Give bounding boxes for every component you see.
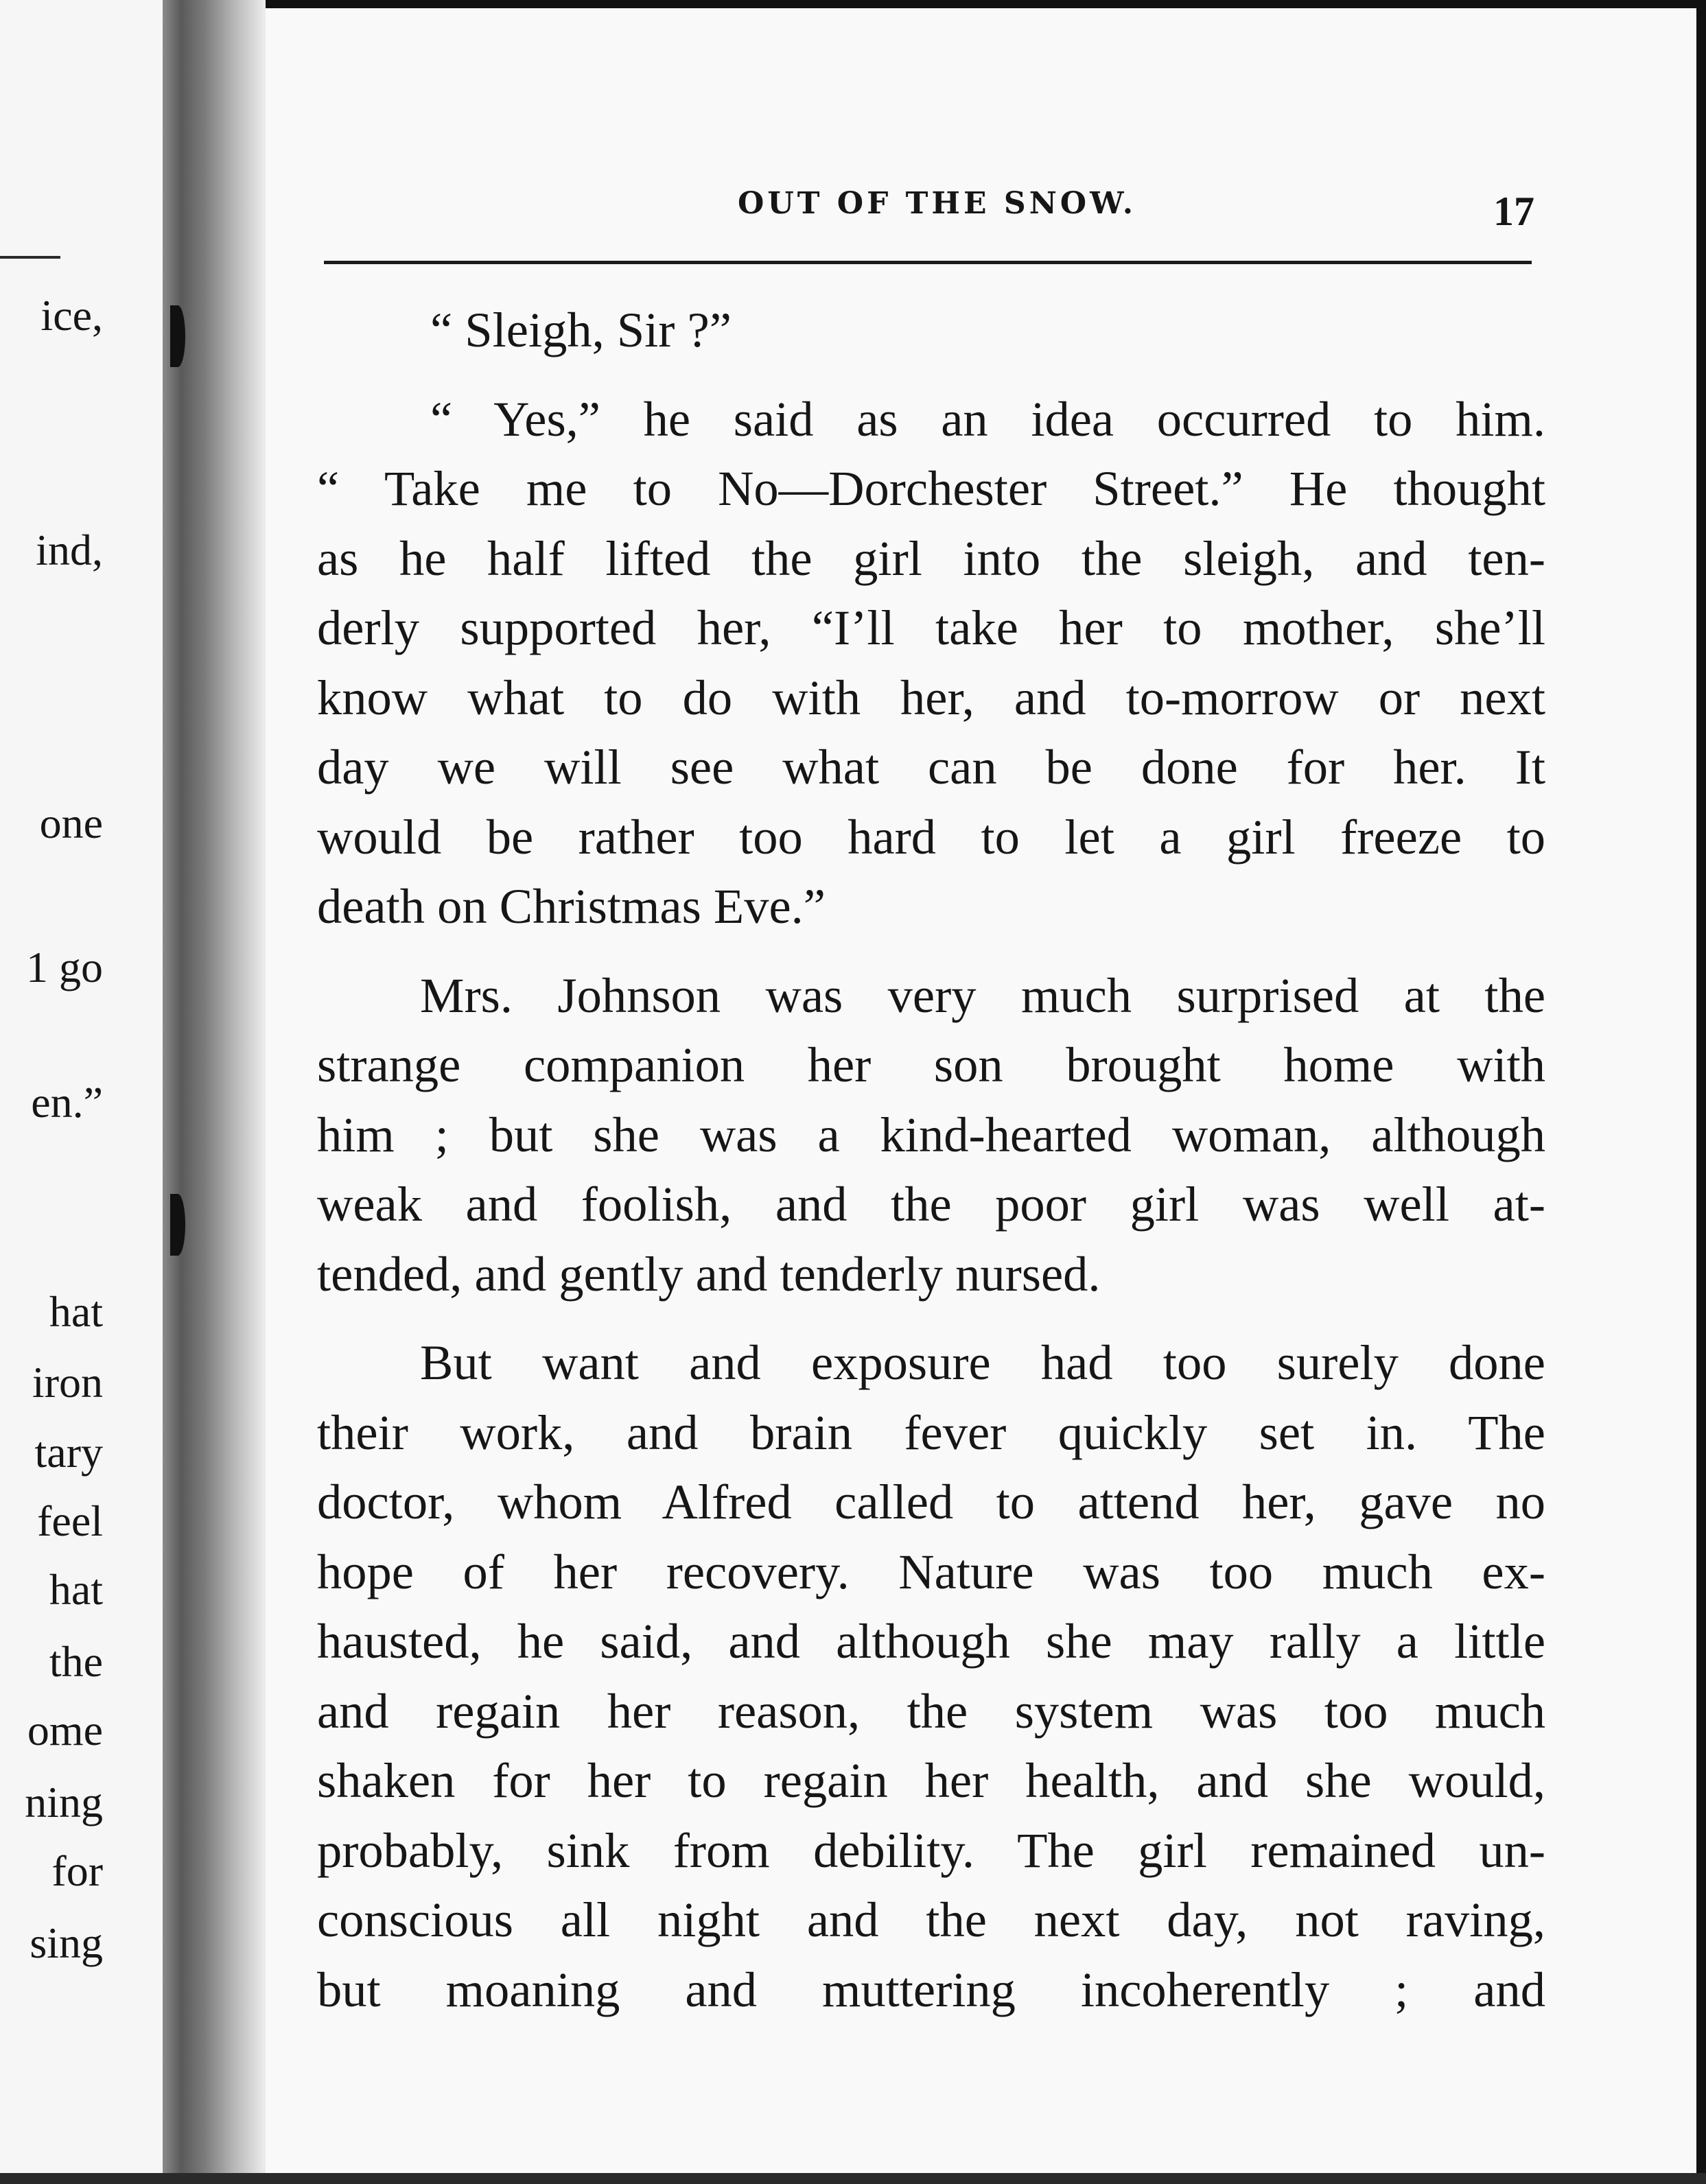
left-page-fragment: hat xyxy=(49,1287,103,1336)
body-text xyxy=(317,295,1545,2024)
left-page-fragment: hat xyxy=(49,1565,103,1614)
scan-right-edge xyxy=(1696,0,1706,2184)
paragraph xyxy=(317,961,1545,1309)
text-line: him ; but she was a kind-hearted woman, although xyxy=(317,1106,1545,1162)
text-line: weak and foolish, and the poor girl was well at- xyxy=(317,1176,1545,1232)
left-page-fragment: iron xyxy=(32,1358,103,1407)
left-facing-page xyxy=(0,0,168,2184)
left-page-fragment: the xyxy=(49,1637,103,1686)
left-page-fragment: ind, xyxy=(36,526,103,574)
left-page-fragment: ning xyxy=(25,1778,103,1827)
left-page-fragment: ome xyxy=(27,1706,103,1754)
left-page-fragment: ice, xyxy=(40,291,103,340)
left-page-fragment: feel xyxy=(37,1496,103,1545)
text-line: strange companion her son brought home with xyxy=(317,1037,1545,1092)
text-line: death on Christmas Eve.” xyxy=(317,878,826,934)
text-line: as he half lifted the girl into the sleigh, and ten- xyxy=(317,530,1545,586)
left-page-fragment: 1 go xyxy=(26,943,103,991)
left-page-fragment: tary xyxy=(34,1428,103,1477)
paragraph xyxy=(317,295,1545,365)
text-line: “ Take me to No—Dorchester Street.” He thought xyxy=(317,460,1545,516)
text-line: derly supported her, “I’ll take her to mother, she’ll xyxy=(317,600,1545,655)
text-line: probably, sink from debility. The girl remained un- xyxy=(317,1822,1545,1878)
running-head: OUT OF THE SNOW. xyxy=(738,186,1137,221)
text-line: and regain her reason, the system was too much xyxy=(317,1682,1545,1739)
left-page-fragment: one xyxy=(39,799,103,847)
text-line: would be rather too hard to let a girl freeze to xyxy=(317,808,1545,865)
paragraph xyxy=(317,1328,1545,2024)
scan-bottom-edge xyxy=(0,2173,1706,2184)
page-number: 17 xyxy=(1493,189,1534,234)
header-rule xyxy=(324,261,1532,264)
binding-notch xyxy=(170,305,185,367)
text-line: hausted, he said, and although she may rally a little xyxy=(317,1613,1545,1669)
text-line: but moaning and muttering incoherently ; and xyxy=(317,1961,1545,2017)
text-line: Mrs. Johnson was very much surprised at the xyxy=(420,967,1545,1023)
text-line: “ Sleigh, Sir ?” xyxy=(430,302,732,357)
text-line: “ Yes,” he said as an idea occurred to him. xyxy=(430,390,1545,447)
text-line: doctor, whom Alfred called to attend her, gave no xyxy=(317,1474,1545,1529)
text-line: day we will see what can be done for her. It xyxy=(317,739,1545,795)
text-line: But want and exposure had too surely done xyxy=(420,1335,1545,1390)
text-line: their work, and brain fever quickly set in. The xyxy=(317,1404,1545,1460)
text-line: hope of her recovery. Nature was too much ex- xyxy=(317,1543,1545,1599)
binding-notch xyxy=(170,1194,185,1256)
scan-top-edge xyxy=(266,0,1706,8)
text-line: conscious all night and the next day, not raving, xyxy=(317,1892,1545,1947)
text-line: tended, and gently and tenderly nursed. xyxy=(317,1245,1101,1302)
left-page-fragment: for xyxy=(51,1846,103,1895)
left-page-fragment: sing xyxy=(30,1918,103,1967)
text-line: shaken for her to regain her health, and she would, xyxy=(317,1752,1545,1808)
left-page-rule xyxy=(0,256,60,259)
left-page-fragment: en.” xyxy=(31,1078,103,1127)
text-line: know what to do with her, and to-morrow or next xyxy=(317,669,1545,725)
paragraph xyxy=(317,384,1545,941)
